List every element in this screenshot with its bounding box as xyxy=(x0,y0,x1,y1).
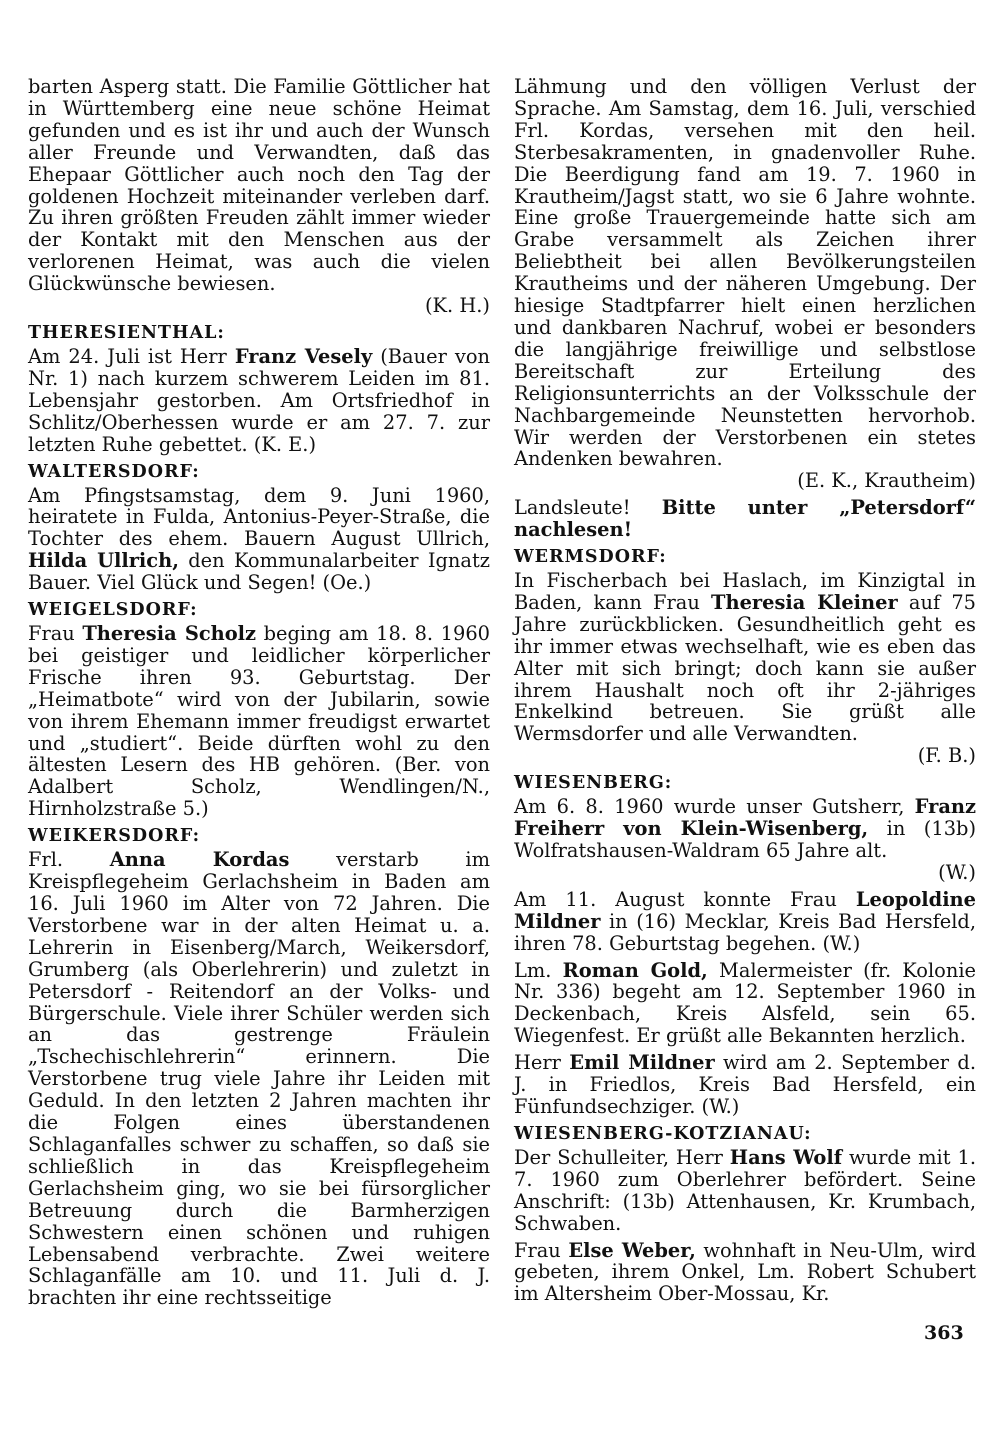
person-name: Hilda Ullrich, xyxy=(28,549,179,573)
article-kordas: Frl. Anna Kordas verstarb im Kreispflegeheim Gerlachsheim in Baden am 16. Juli 1960 im Alter von 72 Jahren. Die Verstorbene war in der alten Heimat u. a. Lehrerin in Eisenberg/March, Weikersdorf, Grumberg (als Oberlehrerin) und zuletzt in Petersdorf - Reitendorf an der Volks- und Bürgerschule. Viele ihrer Schüler werden sich an das gestrenge Fräulein „Tschechischlehrerin“ erinnern. Die Verstorbene trug viele Jahre ihr Leiden mit Geduld. In den letzten 2 Jahren machten ihr die Folgen eines überstandenen Schlaganfalles schwer zu schaffen, so daß sie schließlich in das Kreispflegeheim Gerlachsheim ging, wo sie bei fürsorglicher Betreuung durch die Barmherzigen Schwestern einen schönen und ruhigen Lebensabend verbrachte. Zwei weitere Schlaganfälle am 10. und 11. Juli d. J. brachten ihr eine rechtsseitige xyxy=(28,848,490,1310)
person-name: Else Weber, xyxy=(568,1238,696,1262)
person-name: Emil Mildner xyxy=(569,1051,715,1075)
heading-wiesenberg-kotzianau: WIESENBERG-KOTZIANAU: xyxy=(514,1123,812,1144)
person-name: Hans Wolf xyxy=(729,1145,843,1169)
article-kleiner: In Fischerbach bei Haslach, im Kinzigtal in Baden, kann Frau Theresia Kleiner auf 75 Jahre zurückblicken. Gesundheitlich geht es ihr immer etwas wechselhaft, wie es eben das Alter mit sich bringt; doch kann sie außer ihrem Haushalt noch oft ihr 2-jähriges Enkelkind betreuen. Sie grüßt alle Wermsdorfer und alle Verwandten. (F. B.) xyxy=(514,569,977,768)
person-name: Franz Freiherr von Klein-Wisenberg, xyxy=(514,795,976,841)
signature: (F. B.) xyxy=(917,744,976,768)
article-mildner-leopoldine: Am 11. August konnte Frau Leopoldine Mildner in (16) Mecklar, Kreis Bad Hersfeld, ihren 78. Geburtstag begehen. (W.) xyxy=(514,887,976,955)
article-vesely: Am 24. Juli ist Herr Franz Vesely (Bauer von Nr. 1) nach kurzem schwerem Leiden im 81. Lebensjahr gestorben. Am Ortsfriedhof in Schlitz/Oberhessen wurde er am 27. 7. zur letzten Ruhe gebettet. (K. E.) xyxy=(28,344,490,456)
person-name: Franz Vesely xyxy=(234,344,373,368)
right-column xyxy=(514,76,976,1305)
page-number: 363 xyxy=(924,1322,964,1344)
article-mildner-emil: Herr Emil Mildner wird am 2. September d. J. in Friedlos, Kreis Bad Hersfeld, ein Fünfundsechziger. (W.) xyxy=(514,1051,976,1118)
heading-theresienthal: THERESIENTHAL: xyxy=(28,322,225,343)
article-goettlicher-end: barten Asperg statt. Die Familie Göttlicher hat in Württemberg eine neue schöne Heimat gefunden und es ist ihr und auch der Wunsch aller Freunde und Verwandten, daß das Ehepaar Göttlicher auch noch den Tag der goldenen Hochzeit miteinander verleben darf. Zu ihren größten Freuden zählt immer wieder der Kontakt mit den Menschen aus der verlorenen Heimat, was auch die vielen Glückwünsche bewiesen. (K. H.) xyxy=(28,75,490,318)
person-name: Theresia Kleiner xyxy=(711,590,898,614)
article-weber: Frau Else Weber, wohnhaft in Neu-Ulm, wird gebeten, ihrem Onkel, Lm. Robert Schubert im Altersheim Ober-Mossau, Kr. xyxy=(514,1238,976,1306)
article-wolf: Der Schulleiter, Herr Hans Wolf wurde mit 1. 7. 1960 zum Oberlehrer befördert. Seine Anschrift: (13b) Attenhausen, Kr. Krumbach, Schwaben. xyxy=(514,1145,976,1235)
article-ullrich: Am Pfingstsamstag, dem 9. Juni 1960, heiratete in Fulda, Antonius-Peyer-Straße, die Tochter des ehem. Bauern August Ullrich, Hilda Ullrich, den Kommunalarbeiter Ignatz Bauer. Viel Glück und Segen! (Oe.) xyxy=(28,483,490,595)
heading-wiesenberg: WIESENBERG: xyxy=(514,773,673,794)
signature: (E. K., Krautheim) xyxy=(797,469,976,493)
heading-waltersdorf: WALTERSDORF: xyxy=(28,461,200,482)
person-name: Leopoldine Mildner xyxy=(514,887,976,933)
article-kordas-continued: Lähmung und den völligen Verlust der Sprache. Am Samstag, dem 16. Juli, verschied Frl. Kordas, versehen mit den heil. Sterbesakramenten, in gnadenvoller Ruhe. Die Beerdigung fand am 19. 7. 1960 in Krautheim/Jagst statt, wo sie 6 Jahre wohnte. Eine große Trauergemeinde hatte sich am Grabe versammelt als Zeichen ihrer Beliebtheit bei allen Bevölkerungsteilen Krautheims und der näheren Umgebung. Der hiesige Stadtpfarrer hielt einen herzlichen und dankbaren Nachruf, wobei er besonders die langjährige freiwillige und selbstlose Bereitschaft zur Erteilung des Religionsunterrichts an der Volksschule der Nachbargemeinde Neunstetten hervorhob. Wir werden der Verstorbenen ein stetes Andenken bewahren. (E. K., Krautheim) xyxy=(514,75,976,493)
left-column xyxy=(28,76,490,1309)
heading-wermsdorf: WERMSDORF: xyxy=(514,547,667,568)
article-scholz: Frau Theresia Scholz beging am 18. 8. 1960 bei geistiger und leidlicher körperlicher Frische ihren 93. Geburtstag. Der „Heimatbote“ wird von der Jubilarin, sowie von ihrem Ehemann immer freudigst erwartet und „studiert“. Beide dürften wohl zu den ältesten Lesern des HB gehören. (Ber. von Adalbert Scholz, Wendlingen/N., Hirnholzstraße 5.) xyxy=(28,622,491,821)
signature: (W.) xyxy=(938,860,976,884)
notice-petersdorf: Landsleute! Bitte unter „Petersdorf“ nachlesen! xyxy=(514,496,976,542)
article-klein-wisenberg: Am 6. 8. 1960 wurde unser Gutsherr, Franz Freiherr von Klein-Wisenberg, in (13b) Wolfratshausen-Waldram 65 Jahre alt. (W.) xyxy=(514,795,977,884)
heading-weikersdorf: WEIKERSDORF: xyxy=(28,826,201,847)
article-gold: Lm. Roman Gold, Malermeister (fr. Kolonie Nr. 336) begeht am 12. September 1960 in Deckenbach, Kreis Alsfeld, sein 65. Wiegenfest. Er grüßt alle Bekannten herzlich. xyxy=(514,958,976,1048)
person-name: Roman Gold, xyxy=(562,958,708,982)
signature: (K. H.) xyxy=(424,294,490,318)
person-name: Anna Kordas xyxy=(109,848,290,872)
heading-weigelsdorf: WEIGELSDORF: xyxy=(28,600,198,621)
notice-bold: Bitte unter „Petersdorf“ nachlesen! xyxy=(514,496,976,542)
person-name: Theresia Scholz xyxy=(82,622,257,646)
